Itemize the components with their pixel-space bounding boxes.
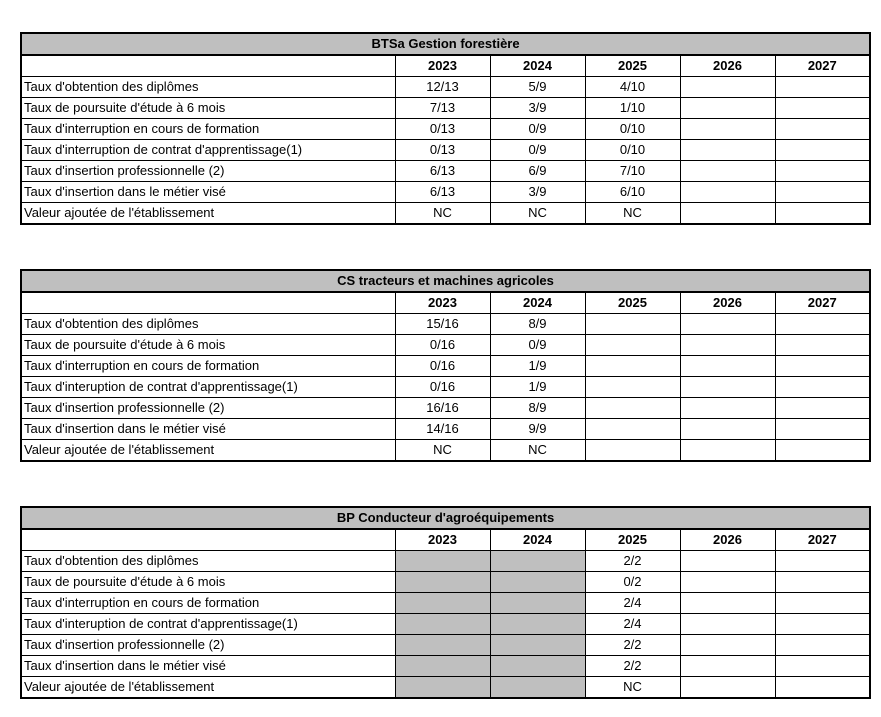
cell-value: NC: [395, 203, 490, 225]
cell-value: NC: [585, 203, 680, 225]
cell-value: 0/10: [585, 140, 680, 161]
cell-value: [775, 572, 870, 593]
cell-value: [775, 614, 870, 635]
row-label: Taux d'interruption en cours de formation: [21, 119, 395, 140]
row-label: Taux de poursuite d'étude à 6 mois: [21, 572, 395, 593]
cell-value: [490, 551, 585, 572]
year-header: 2024: [490, 55, 585, 77]
cell-value: [680, 335, 775, 356]
row-label: Taux d'interruption en cours de formation: [21, 593, 395, 614]
row-label: Taux d'obtention des diplômes: [21, 314, 395, 335]
table-row: [21, 440, 870, 462]
table-row: [21, 677, 870, 699]
cell-value: [775, 593, 870, 614]
cell-value: [775, 440, 870, 462]
row-label: Taux d'interuption de contrat d'apprentissage(1): [21, 377, 395, 398]
cell-value: 8/9: [490, 398, 585, 419]
cell-value: [680, 377, 775, 398]
table-cs-tracteurs-machines-agricoles: [20, 269, 871, 462]
cell-value: [585, 356, 680, 377]
cell-value: 6/9: [490, 161, 585, 182]
cell-value: [775, 203, 870, 225]
cell-value: [395, 614, 490, 635]
cell-value: [585, 398, 680, 419]
cell-value: 3/9: [490, 182, 585, 203]
table-row: [21, 377, 870, 398]
cell-value: NC: [490, 203, 585, 225]
table-row: [21, 119, 870, 140]
cell-value: 0/9: [490, 119, 585, 140]
cell-value: 1/10: [585, 98, 680, 119]
cell-value: [775, 314, 870, 335]
table-row: [21, 656, 870, 677]
cell-value: 14/16: [395, 419, 490, 440]
table-bp-conducteur-agroequipements: [20, 506, 871, 699]
cell-value: 5/9: [490, 77, 585, 98]
year-header: 2027: [775, 292, 870, 314]
table-row: [21, 98, 870, 119]
cell-value: [490, 572, 585, 593]
cell-value: [680, 656, 775, 677]
row-label: Taux d'insertion dans le métier visé: [21, 182, 395, 203]
row-label: Taux d'obtention des diplômes: [21, 551, 395, 572]
cell-value: [490, 614, 585, 635]
table-row: [21, 635, 870, 656]
row-label: Taux d'interuption de contrat d'apprentissage(1): [21, 614, 395, 635]
year-header: 2026: [680, 55, 775, 77]
cell-value: [775, 356, 870, 377]
header-empty: [21, 55, 395, 77]
cell-value: 9/9: [490, 419, 585, 440]
cell-value: [395, 593, 490, 614]
cell-value: 2/2: [585, 635, 680, 656]
cell-value: [775, 419, 870, 440]
cell-value: [680, 119, 775, 140]
cell-value: [680, 440, 775, 462]
cell-value: [585, 335, 680, 356]
table-row: [21, 203, 870, 225]
table-row: [21, 551, 870, 572]
cell-value: [680, 203, 775, 225]
table-row: [21, 572, 870, 593]
year-header: 2024: [490, 529, 585, 551]
cell-value: 6/13: [395, 161, 490, 182]
cell-value: [490, 656, 585, 677]
cell-value: [775, 182, 870, 203]
cell-value: [775, 635, 870, 656]
table-row: [21, 161, 870, 182]
cell-value: [680, 551, 775, 572]
row-label: Taux d'insertion professionnelle (2): [21, 635, 395, 656]
row-label: Taux de poursuite d'étude à 6 mois: [21, 335, 395, 356]
cell-value: [680, 77, 775, 98]
cell-value: [680, 635, 775, 656]
cell-value: 8/9: [490, 314, 585, 335]
row-label: Taux d'insertion dans le métier visé: [21, 656, 395, 677]
table-row: [21, 335, 870, 356]
cell-value: [680, 593, 775, 614]
cell-value: 2/2: [585, 656, 680, 677]
cell-value: [680, 314, 775, 335]
cell-value: 3/9: [490, 98, 585, 119]
cell-value: [680, 398, 775, 419]
year-header: 2023: [395, 55, 490, 77]
table-row: [21, 182, 870, 203]
cell-value: 7/13: [395, 98, 490, 119]
row-label: Valeur ajoutée de l'établissement: [21, 440, 395, 462]
cell-value: 7/10: [585, 161, 680, 182]
cell-value: [395, 677, 490, 699]
table-title: BP Conducteur d'agroéquipements: [21, 507, 870, 529]
table-title: BTSa Gestion forestière: [21, 33, 870, 55]
cell-value: 12/13: [395, 77, 490, 98]
cell-value: 2/4: [585, 593, 680, 614]
cell-value: [775, 656, 870, 677]
cell-value: [680, 161, 775, 182]
cell-value: 0/16: [395, 356, 490, 377]
cell-value: [680, 182, 775, 203]
year-header: 2023: [395, 292, 490, 314]
cell-value: [775, 377, 870, 398]
row-label: Taux d'interruption en cours de formation: [21, 356, 395, 377]
row-label: Valeur ajoutée de l'établissement: [21, 677, 395, 699]
cell-value: [775, 140, 870, 161]
cell-value: [490, 635, 585, 656]
row-label: Taux d'insertion professionnelle (2): [21, 161, 395, 182]
cell-value: [585, 440, 680, 462]
row-label: Valeur ajoutée de l'établissement: [21, 203, 395, 225]
table-row: [21, 419, 870, 440]
cell-value: [775, 677, 870, 699]
cell-value: [680, 140, 775, 161]
cell-value: 1/9: [490, 356, 585, 377]
cell-value: 0/13: [395, 119, 490, 140]
row-label: Taux de poursuite d'étude à 6 mois: [21, 98, 395, 119]
cell-value: [775, 551, 870, 572]
year-header: 2027: [775, 529, 870, 551]
year-header: 2027: [775, 55, 870, 77]
cell-value: [395, 656, 490, 677]
row-label: Taux d'interruption de contrat d'apprentissage(1): [21, 140, 395, 161]
table-row: [21, 314, 870, 335]
table-row: [21, 77, 870, 98]
year-header: 2026: [680, 529, 775, 551]
cell-value: 4/10: [585, 77, 680, 98]
cell-value: [775, 98, 870, 119]
cell-value: 2/2: [585, 551, 680, 572]
cell-value: 2/4: [585, 614, 680, 635]
cell-value: 1/9: [490, 377, 585, 398]
cell-value: [585, 377, 680, 398]
row-label: Taux d'insertion professionnelle (2): [21, 398, 395, 419]
row-label: Taux d'insertion dans le métier visé: [21, 419, 395, 440]
year-header: 2024: [490, 292, 585, 314]
cell-value: [775, 77, 870, 98]
cell-value: [775, 119, 870, 140]
year-header: 2025: [585, 55, 680, 77]
cell-value: 0/10: [585, 119, 680, 140]
header-empty: [21, 292, 395, 314]
year-header: 2025: [585, 529, 680, 551]
cell-value: [585, 419, 680, 440]
cell-value: NC: [490, 440, 585, 462]
cell-value: 0/16: [395, 335, 490, 356]
table-row: [21, 614, 870, 635]
table-title: CS tracteurs et machines agricoles: [21, 270, 870, 292]
cell-value: [680, 677, 775, 699]
cell-value: 0/9: [490, 140, 585, 161]
cell-value: 0/13: [395, 140, 490, 161]
cell-value: [680, 356, 775, 377]
table-row: [21, 593, 870, 614]
cell-value: NC: [395, 440, 490, 462]
cell-value: [775, 398, 870, 419]
cell-value: [490, 677, 585, 699]
table-btsa-gestion-forestiere: [20, 32, 871, 225]
cell-value: 6/13: [395, 182, 490, 203]
cell-value: 16/16: [395, 398, 490, 419]
year-header: 2026: [680, 292, 775, 314]
cell-value: 6/10: [585, 182, 680, 203]
table-row: [21, 398, 870, 419]
cell-value: [490, 593, 585, 614]
cell-value: [585, 314, 680, 335]
cell-value: [395, 572, 490, 593]
cell-value: [680, 572, 775, 593]
cell-value: [680, 419, 775, 440]
cell-value: [680, 614, 775, 635]
cell-value: [680, 98, 775, 119]
cell-value: [395, 635, 490, 656]
cell-value: [775, 335, 870, 356]
cell-value: [775, 161, 870, 182]
cell-value: 0/16: [395, 377, 490, 398]
year-header: 2025: [585, 292, 680, 314]
cell-value: 0/9: [490, 335, 585, 356]
header-empty: [21, 529, 395, 551]
cell-value: [395, 551, 490, 572]
table-row: [21, 140, 870, 161]
table-row: [21, 356, 870, 377]
year-header: 2023: [395, 529, 490, 551]
cell-value: 0/2: [585, 572, 680, 593]
cell-value: NC: [585, 677, 680, 699]
row-label: Taux d'obtention des diplômes: [21, 77, 395, 98]
cell-value: 15/16: [395, 314, 490, 335]
